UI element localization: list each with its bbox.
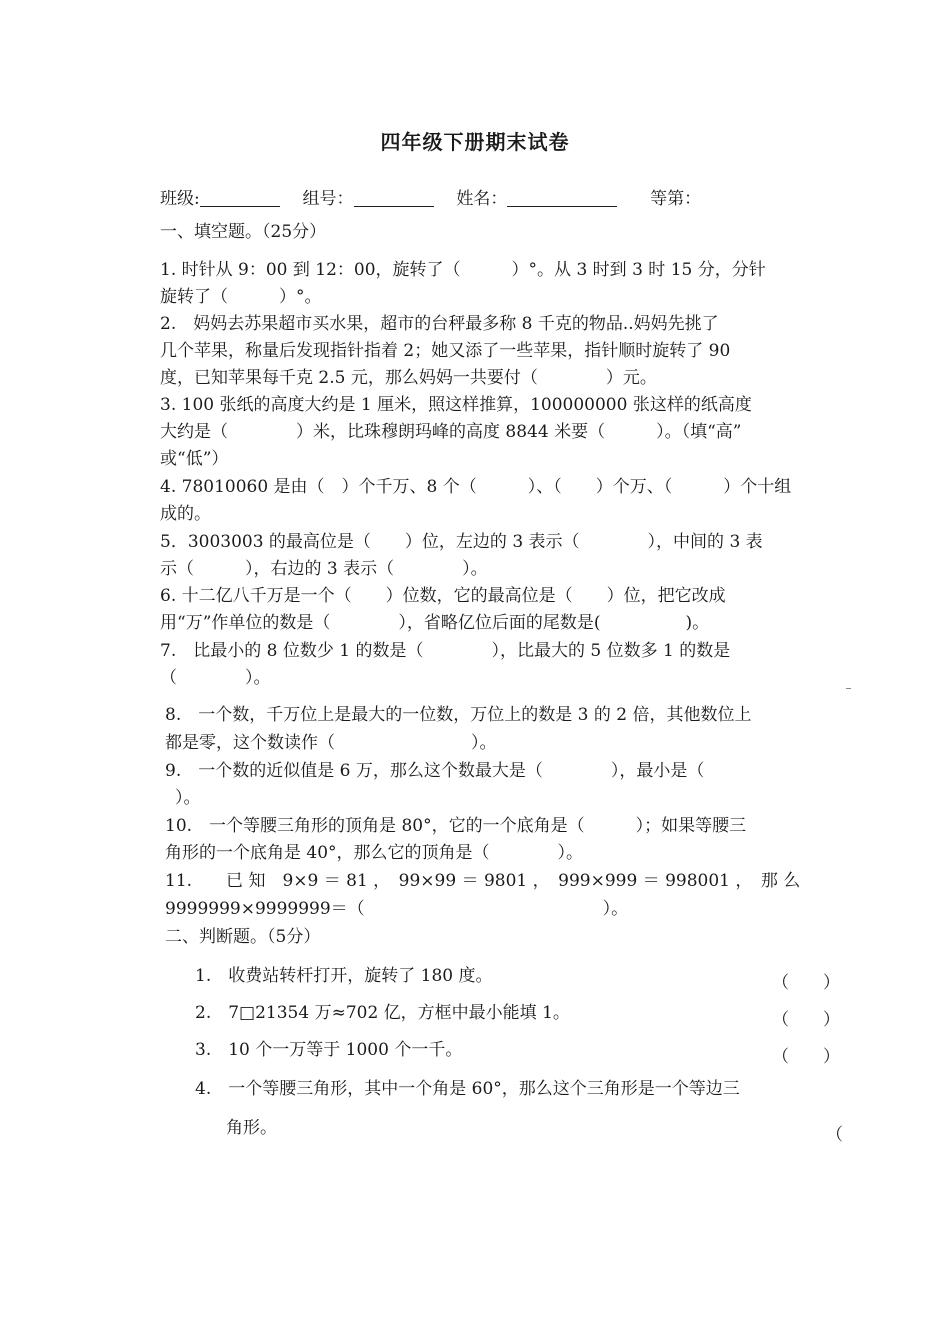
- group-blank: [354, 188, 434, 207]
- judge-answer-paren: （: [826, 1125, 843, 1145]
- name-label: 姓名：: [456, 189, 508, 209]
- text-line: 或“低”）: [160, 449, 229, 469]
- name-blank: [507, 188, 617, 207]
- group-label: 组号：: [302, 189, 354, 209]
- page-title: 四年级下册期末试卷: [380, 130, 570, 154]
- text-line: ）。: [175, 788, 201, 808]
- text-line: 4. 78010060 是由（ ）个千万、8 个（ ）、（ ）个万、（ ）个十组: [160, 477, 792, 497]
- judge-item-1: 1. 收费站转杆打开，旋转了 180 度。: [195, 966, 493, 986]
- text-line: 10. 一个等腰三角形的顶角是 80°，它的一个底角是（ ）；如果等腰三: [165, 816, 747, 836]
- text-line: 旋转了（ ）°。: [160, 287, 322, 307]
- judge-answer-paren: （ ）: [772, 1010, 840, 1030]
- section2-heading: 二、判断题。（5分）: [165, 927, 321, 947]
- text-line: 度，已知苹果每千克 2.5 元，那么妈妈一共要付（ ）元。: [160, 368, 657, 388]
- grade-label: 等第：: [650, 189, 702, 209]
- text-line: 5．3003003 的最高位是（ ）位，左边的 3 表示（ ），中间的 3 表: [160, 532, 763, 552]
- text-line: 1. 时针从 9：00 到 12：00，旋转了（ ）°。从 3 时到 3 时 15 分，分针: [160, 260, 766, 280]
- text-line: 8. 一个数，千万位上是最大的一位数，万位上的数是 3 的 2 倍，其他数位上: [165, 705, 752, 725]
- class-label: 班级:: [160, 189, 200, 209]
- judge-item-3: 3. 10 个一万等于 1000 个一千。: [195, 1040, 463, 1060]
- text-line: 角形的一个底角是 40°，那么它的顶角是（ ）。: [165, 843, 584, 863]
- judge-item-4: 4. 一个等腰三角形，其中一个角是 60°，那么这个三角形是一个等边三: [195, 1079, 740, 1099]
- text-line: 用“万”作单位的数是（ ），省略亿位后面的尾数是( )。: [160, 613, 710, 633]
- text-line: 都是零，这个数读作（ ）。: [165, 733, 497, 753]
- text-line: 大约是（ ）米，比珠穆朗玛峰的高度 8844 米要（ ）。（填“高”: [160, 422, 742, 442]
- text-line: 成的。: [160, 504, 211, 524]
- text-line: 2. 妈妈去苏果超市买水果，超市的台秤最多称 8 千克的物品..妈妈先挑了: [160, 314, 719, 334]
- judge-answer-paren: （ ）: [772, 1047, 840, 1067]
- judge-item-4-cont: 角形。: [226, 1118, 277, 1138]
- text-line: 7. 比最小的 8 位数少 1 的数是（ ），比最大的 5 位数多 1 的数是: [160, 641, 731, 661]
- text-line: 示（ ），右边的 3 表示（ ）。: [160, 559, 488, 579]
- judge-answer-paren: （ ）: [772, 973, 840, 993]
- text-line: 3. 100 张纸的高度大约是 1 厘米，照这样推算，100000000 张这样的纸高度: [160, 395, 752, 415]
- section1-heading: 一、填空题。（25分）: [160, 222, 327, 242]
- text-line: 9. 一个数的近似值是 6 万，那么这个数最大是（ ），最小是（: [165, 761, 705, 781]
- text-line: 9999999×9999999＝（ ）。: [165, 899, 629, 919]
- class-blank: [200, 188, 280, 207]
- text-line: 几个苹果，称量后发现指针指着 2；她又添了一些苹果，指针顺时旋转了 90: [160, 341, 731, 361]
- text-line: （ ）。: [160, 668, 271, 688]
- text-line: 6. 十二亿八千万是一个（ ）位数，它的最高位是（ ）位，把它改成: [160, 586, 726, 606]
- scan-mark: [846, 688, 851, 689]
- student-info-row: [160, 184, 701, 209]
- text-line: 11. 已 知 9×9 ＝ 81 ， 99×99 ＝ 9801 ， 999×999 ＝ 998001 ， 那 么: [165, 871, 801, 891]
- judge-item-2: 2. 7□21354 万≈702 亿，方框中最小能填 1。: [195, 1003, 570, 1023]
